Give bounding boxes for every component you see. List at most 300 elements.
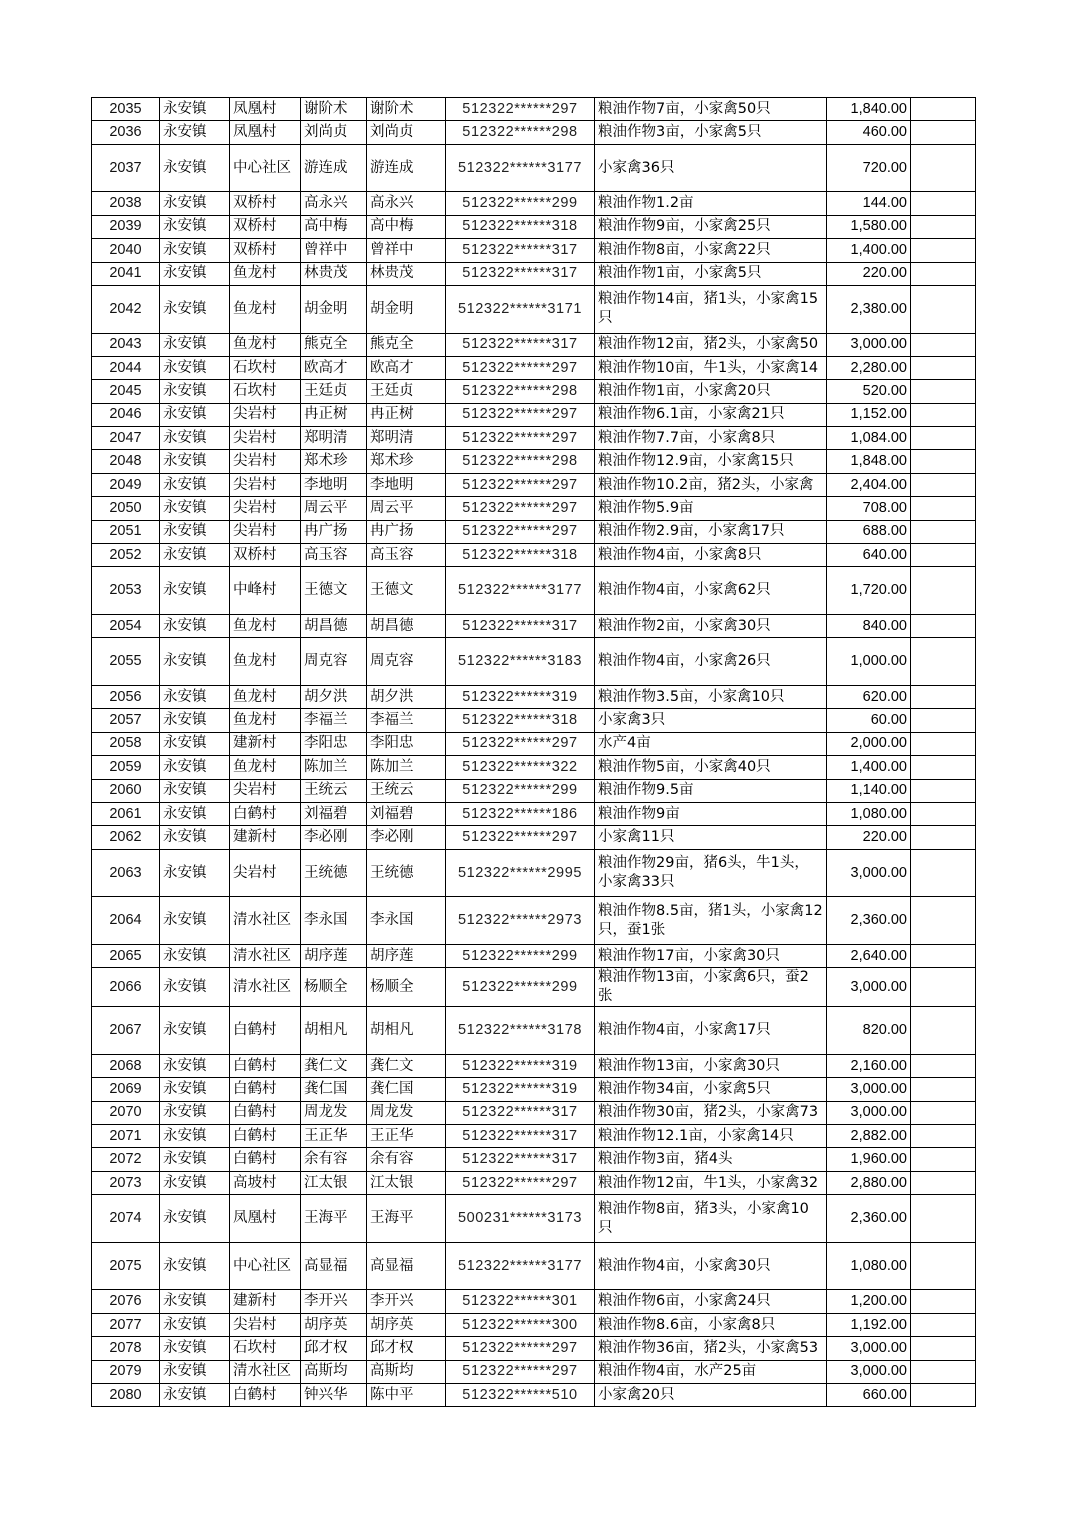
household-name-cell: 冉广扬 xyxy=(301,520,367,543)
id-number-cell: 512322******317 xyxy=(446,1101,595,1124)
village-cell: 中峰村 xyxy=(230,567,301,615)
village-cell: 尖岩村 xyxy=(230,520,301,543)
table-row xyxy=(92,333,976,356)
table-row xyxy=(92,567,976,615)
village-cell: 鱼龙村 xyxy=(230,709,301,732)
payee-name-cell: 王海平 xyxy=(367,1195,446,1243)
payee-name-cell: 周龙发 xyxy=(367,1101,446,1124)
amount-cell: 144.00 xyxy=(827,192,911,215)
remark-cell xyxy=(911,1337,976,1360)
household-name-cell: 胡金明 xyxy=(301,285,367,333)
row-number: 2044 xyxy=(92,356,160,379)
town-cell: 永安镇 xyxy=(160,215,230,238)
row-number: 2041 xyxy=(92,262,160,285)
subsidy-description-cell: 粮油作物10亩，牛1头，小家禽14 xyxy=(595,356,827,379)
town-cell: 永安镇 xyxy=(160,98,230,121)
remark-cell xyxy=(911,520,976,543)
town-cell: 永安镇 xyxy=(160,968,230,1007)
town-cell: 永安镇 xyxy=(160,497,230,520)
amount-cell: 3,000.00 xyxy=(827,1360,911,1383)
town-cell: 永安镇 xyxy=(160,732,230,755)
household-name-cell: 余有容 xyxy=(301,1148,367,1171)
row-number: 2061 xyxy=(92,802,160,825)
subsidy-description-cell: 粮油作物4亩，小家禽8只 xyxy=(595,544,827,567)
table-row xyxy=(92,968,976,1007)
household-name-cell: 冉正树 xyxy=(301,403,367,426)
payee-name-cell: 冉正树 xyxy=(367,403,446,426)
table-row xyxy=(92,1148,976,1171)
remark-cell xyxy=(911,285,976,333)
village-cell: 清水社区 xyxy=(230,897,301,945)
row-number: 2046 xyxy=(92,403,160,426)
subsidy-description-cell: 粮油作物9亩，小家禽25只 xyxy=(595,215,827,238)
subsidy-description-cell: 小家禽11只 xyxy=(595,826,827,849)
id-number-cell: 512322******317 xyxy=(446,262,595,285)
table-row xyxy=(92,215,976,238)
amount-cell: 1,840.00 xyxy=(827,98,911,121)
payee-name-cell: 周克容 xyxy=(367,638,446,686)
village-cell: 白鹤村 xyxy=(230,1384,301,1407)
town-cell: 永安镇 xyxy=(160,333,230,356)
payee-name-cell: 郑明清 xyxy=(367,427,446,450)
amount-cell: 1,400.00 xyxy=(827,756,911,779)
id-number-cell: 512322******298 xyxy=(446,121,595,144)
payee-name-cell: 陈中平 xyxy=(367,1384,446,1407)
town-cell: 永安镇 xyxy=(160,121,230,144)
household-name-cell: 高显福 xyxy=(301,1242,367,1290)
amount-cell: 1,080.00 xyxy=(827,802,911,825)
remark-cell xyxy=(911,192,976,215)
amount-cell: 3,000.00 xyxy=(827,849,911,897)
town-cell: 永安镇 xyxy=(160,285,230,333)
table-row xyxy=(92,709,976,732)
subsidy-description-cell: 粮油作物8亩，猪3头，小家禽10只 xyxy=(595,1195,827,1243)
town-cell: 永安镇 xyxy=(160,849,230,897)
remark-cell xyxy=(911,121,976,144)
amount-cell: 1,152.00 xyxy=(827,403,911,426)
remark-cell xyxy=(911,497,976,520)
payee-name-cell: 曾祥中 xyxy=(367,239,446,262)
id-number-cell: 512322******297 xyxy=(446,1171,595,1194)
row-number: 2069 xyxy=(92,1078,160,1101)
remark-cell xyxy=(911,802,976,825)
payee-name-cell: 王统云 xyxy=(367,779,446,802)
village-cell: 双桥村 xyxy=(230,544,301,567)
amount-cell: 708.00 xyxy=(827,497,911,520)
amount-cell: 220.00 xyxy=(827,826,911,849)
row-number: 2072 xyxy=(92,1148,160,1171)
table-row xyxy=(92,98,976,121)
remark-cell xyxy=(911,756,976,779)
village-cell: 尖岩村 xyxy=(230,779,301,802)
row-number: 2065 xyxy=(92,944,160,967)
amount-cell: 2,640.00 xyxy=(827,944,911,967)
town-cell: 永安镇 xyxy=(160,380,230,403)
table-row xyxy=(92,1171,976,1194)
household-name-cell: 高永兴 xyxy=(301,192,367,215)
village-cell: 白鹤村 xyxy=(230,1054,301,1077)
village-cell: 鱼龙村 xyxy=(230,638,301,686)
amount-cell: 220.00 xyxy=(827,262,911,285)
subsidy-description-cell: 小家禽20只 xyxy=(595,1384,827,1407)
village-cell: 白鹤村 xyxy=(230,802,301,825)
payee-name-cell: 欧高才 xyxy=(367,356,446,379)
id-number-cell: 512322******297 xyxy=(446,732,595,755)
household-name-cell: 胡序英 xyxy=(301,1313,367,1336)
amount-cell: 1,960.00 xyxy=(827,1148,911,1171)
amount-cell: 1,400.00 xyxy=(827,239,911,262)
row-number: 2062 xyxy=(92,826,160,849)
remark-cell xyxy=(911,215,976,238)
amount-cell: 3,000.00 xyxy=(827,1337,911,1360)
amount-cell: 1,848.00 xyxy=(827,450,911,473)
payee-name-cell: 胡序莲 xyxy=(367,944,446,967)
town-cell: 永安镇 xyxy=(160,802,230,825)
row-number: 2037 xyxy=(92,144,160,192)
amount-cell: 1,580.00 xyxy=(827,215,911,238)
table-row xyxy=(92,615,976,638)
remark-cell xyxy=(911,239,976,262)
table-row xyxy=(92,144,976,192)
table-row xyxy=(92,285,976,333)
payee-name-cell: 邱才权 xyxy=(367,1337,446,1360)
subsidy-description-cell: 粮油作物3亩，小家禽5只 xyxy=(595,121,827,144)
remark-cell xyxy=(911,1290,976,1313)
village-cell: 凤凰村 xyxy=(230,98,301,121)
payee-name-cell: 王正华 xyxy=(367,1125,446,1148)
payee-name-cell: 王统德 xyxy=(367,849,446,897)
id-number-cell: 512322******299 xyxy=(446,779,595,802)
id-number-cell: 512322******3177 xyxy=(446,1242,595,1290)
remark-cell xyxy=(911,1360,976,1383)
subsidy-description-cell: 粮油作物1.2亩 xyxy=(595,192,827,215)
remark-cell xyxy=(911,567,976,615)
ledger-body xyxy=(92,98,976,1407)
payee-name-cell: 李开兴 xyxy=(367,1290,446,1313)
remark-cell xyxy=(911,732,976,755)
household-name-cell: 龚仁国 xyxy=(301,1078,367,1101)
town-cell: 永安镇 xyxy=(160,1337,230,1360)
table-row xyxy=(92,849,976,897)
row-number: 2060 xyxy=(92,779,160,802)
row-number: 2079 xyxy=(92,1360,160,1383)
household-name-cell: 郑术珍 xyxy=(301,450,367,473)
payee-name-cell: 李福兰 xyxy=(367,709,446,732)
table-row xyxy=(92,802,976,825)
town-cell: 永安镇 xyxy=(160,192,230,215)
household-name-cell: 李阳忠 xyxy=(301,732,367,755)
payee-name-cell: 杨顺全 xyxy=(367,968,446,1007)
amount-cell: 2,280.00 xyxy=(827,356,911,379)
amount-cell: 2,160.00 xyxy=(827,1054,911,1077)
row-number: 2040 xyxy=(92,239,160,262)
id-number-cell: 512322******3178 xyxy=(446,1007,595,1055)
row-number: 2078 xyxy=(92,1337,160,1360)
amount-cell: 3,000.00 xyxy=(827,968,911,1007)
subsidy-description-cell: 粮油作物4亩，水产25亩 xyxy=(595,1360,827,1383)
town-cell: 永安镇 xyxy=(160,1195,230,1243)
row-number: 2066 xyxy=(92,968,160,1007)
id-number-cell: 512322******298 xyxy=(446,450,595,473)
payee-name-cell: 熊克全 xyxy=(367,333,446,356)
id-number-cell: 512322******301 xyxy=(446,1290,595,1313)
household-name-cell: 李地明 xyxy=(301,473,367,496)
subsidy-description-cell: 粮油作物9.5亩 xyxy=(595,779,827,802)
payee-name-cell: 余有容 xyxy=(367,1148,446,1171)
household-name-cell: 钟兴华 xyxy=(301,1384,367,1407)
village-cell: 鱼龙村 xyxy=(230,285,301,333)
town-cell: 永安镇 xyxy=(160,1101,230,1124)
subsidy-description-cell: 粮油作物3亩，猪4头 xyxy=(595,1148,827,1171)
amount-cell: 688.00 xyxy=(827,520,911,543)
row-number: 2075 xyxy=(92,1242,160,1290)
payee-name-cell: 高斯均 xyxy=(367,1360,446,1383)
household-name-cell: 游连成 xyxy=(301,144,367,192)
village-cell: 建新村 xyxy=(230,732,301,755)
row-number: 2067 xyxy=(92,1007,160,1055)
village-cell: 白鹤村 xyxy=(230,1101,301,1124)
table-row xyxy=(92,1384,976,1407)
town-cell: 永安镇 xyxy=(160,826,230,849)
payee-name-cell: 游连成 xyxy=(367,144,446,192)
remark-cell xyxy=(911,1101,976,1124)
payee-name-cell: 江太银 xyxy=(367,1171,446,1194)
row-number: 2048 xyxy=(92,450,160,473)
amount-cell: 2,882.00 xyxy=(827,1125,911,1148)
household-name-cell: 刘福碧 xyxy=(301,802,367,825)
table-row xyxy=(92,262,976,285)
town-cell: 永安镇 xyxy=(160,756,230,779)
village-cell: 尖岩村 xyxy=(230,473,301,496)
payee-name-cell: 李永国 xyxy=(367,897,446,945)
id-number-cell: 512322******317 xyxy=(446,1148,595,1171)
amount-cell: 2,000.00 xyxy=(827,732,911,755)
amount-cell: 3,000.00 xyxy=(827,333,911,356)
household-name-cell: 王正华 xyxy=(301,1125,367,1148)
row-number: 2053 xyxy=(92,567,160,615)
payee-name-cell: 李阳忠 xyxy=(367,732,446,755)
payee-name-cell: 高玉容 xyxy=(367,544,446,567)
village-cell: 中心社区 xyxy=(230,1242,301,1290)
row-number: 2077 xyxy=(92,1313,160,1336)
table-row xyxy=(92,897,976,945)
remark-cell xyxy=(911,1195,976,1243)
payee-name-cell: 林贵茂 xyxy=(367,262,446,285)
payee-name-cell: 刘尚贞 xyxy=(367,121,446,144)
village-cell: 白鹤村 xyxy=(230,1148,301,1171)
town-cell: 永安镇 xyxy=(160,1313,230,1336)
remark-cell xyxy=(911,638,976,686)
payee-name-cell: 王德文 xyxy=(367,567,446,615)
subsidy-description-cell: 粮油作物8.5亩，猪1头，小家禽12只，蚕1张 xyxy=(595,897,827,945)
household-name-cell: 邱才权 xyxy=(301,1337,367,1360)
town-cell: 永安镇 xyxy=(160,1125,230,1148)
subsidy-ledger-table xyxy=(91,97,976,1407)
village-cell: 尖岩村 xyxy=(230,849,301,897)
town-cell: 永安镇 xyxy=(160,262,230,285)
village-cell: 双桥村 xyxy=(230,192,301,215)
table-row xyxy=(92,1360,976,1383)
household-name-cell: 周克容 xyxy=(301,638,367,686)
subsidy-description-cell: 粮油作物2亩，小家禽30只 xyxy=(595,615,827,638)
payee-name-cell: 李必刚 xyxy=(367,826,446,849)
id-number-cell: 512322******297 xyxy=(446,427,595,450)
row-number: 2039 xyxy=(92,215,160,238)
id-number-cell: 512322******297 xyxy=(446,98,595,121)
subsidy-description-cell: 粮油作物7.7亩，小家禽8只 xyxy=(595,427,827,450)
table-row xyxy=(92,380,976,403)
remark-cell xyxy=(911,1171,976,1194)
subsidy-description-cell: 粮油作物13亩，小家禽6只，蚕2张 xyxy=(595,968,827,1007)
table-row xyxy=(92,732,976,755)
table-row xyxy=(92,1007,976,1055)
payee-name-cell: 胡序英 xyxy=(367,1313,446,1336)
table-row xyxy=(92,1054,976,1077)
row-number: 2068 xyxy=(92,1054,160,1077)
amount-cell: 660.00 xyxy=(827,1384,911,1407)
table-row xyxy=(92,1195,976,1243)
subsidy-description-cell: 小家禽3只 xyxy=(595,709,827,732)
id-number-cell: 512322******318 xyxy=(446,215,595,238)
amount-cell: 1,192.00 xyxy=(827,1313,911,1336)
id-number-cell: 512322******297 xyxy=(446,826,595,849)
id-number-cell: 512322******297 xyxy=(446,1360,595,1383)
town-cell: 永安镇 xyxy=(160,638,230,686)
table-row xyxy=(92,121,976,144)
row-number: 2049 xyxy=(92,473,160,496)
amount-cell: 2,880.00 xyxy=(827,1171,911,1194)
village-cell: 鱼龙村 xyxy=(230,756,301,779)
payee-name-cell: 冉广扬 xyxy=(367,520,446,543)
remark-cell xyxy=(911,333,976,356)
town-cell: 永安镇 xyxy=(160,567,230,615)
table-row xyxy=(92,356,976,379)
village-cell: 尖岩村 xyxy=(230,450,301,473)
household-name-cell: 胡夕洪 xyxy=(301,686,367,709)
town-cell: 永安镇 xyxy=(160,1360,230,1383)
remark-cell xyxy=(911,686,976,709)
row-number: 2036 xyxy=(92,121,160,144)
amount-cell: 1,200.00 xyxy=(827,1290,911,1313)
town-cell: 永安镇 xyxy=(160,944,230,967)
amount-cell: 820.00 xyxy=(827,1007,911,1055)
household-name-cell: 王统德 xyxy=(301,849,367,897)
town-cell: 永安镇 xyxy=(160,1290,230,1313)
household-name-cell: 王统云 xyxy=(301,779,367,802)
remark-cell xyxy=(911,450,976,473)
subsidy-description-cell: 粮油作物6.1亩，小家禽21只 xyxy=(595,403,827,426)
row-number: 2045 xyxy=(92,380,160,403)
table-row xyxy=(92,1337,976,1360)
table-row xyxy=(92,520,976,543)
payee-name-cell: 谢阶术 xyxy=(367,98,446,121)
subsidy-description-cell: 粮油作物5亩，小家禽40只 xyxy=(595,756,827,779)
table-row xyxy=(92,779,976,802)
subsidy-description-cell: 粮油作物1亩，小家禽20只 xyxy=(595,380,827,403)
amount-cell: 720.00 xyxy=(827,144,911,192)
subsidy-description-cell: 粮油作物6亩，小家禽24只 xyxy=(595,1290,827,1313)
subsidy-description-cell: 粮油作物12亩，牛1头，小家禽32 xyxy=(595,1171,827,1194)
id-number-cell: 512322******3177 xyxy=(446,567,595,615)
row-number: 2035 xyxy=(92,98,160,121)
remark-cell xyxy=(911,144,976,192)
household-name-cell: 江太银 xyxy=(301,1171,367,1194)
household-name-cell: 李永国 xyxy=(301,897,367,945)
id-number-cell: 512322******317 xyxy=(446,615,595,638)
village-cell: 清水社区 xyxy=(230,944,301,967)
table-row xyxy=(92,638,976,686)
id-number-cell: 512322******510 xyxy=(446,1384,595,1407)
subsidy-description-cell: 粮油作物12亩，猪2头，小家禽50 xyxy=(595,333,827,356)
town-cell: 永安镇 xyxy=(160,1242,230,1290)
village-cell: 双桥村 xyxy=(230,215,301,238)
household-name-cell: 高中梅 xyxy=(301,215,367,238)
subsidy-description-cell: 粮油作物5.9亩 xyxy=(595,497,827,520)
payee-name-cell: 李地明 xyxy=(367,473,446,496)
town-cell: 永安镇 xyxy=(160,427,230,450)
village-cell: 石坎村 xyxy=(230,380,301,403)
town-cell: 永安镇 xyxy=(160,1171,230,1194)
remark-cell xyxy=(911,356,976,379)
id-number-cell: 512322******299 xyxy=(446,968,595,1007)
town-cell: 永安镇 xyxy=(160,709,230,732)
id-number-cell: 512322******297 xyxy=(446,403,595,426)
village-cell: 石坎村 xyxy=(230,356,301,379)
amount-cell: 3,000.00 xyxy=(827,1101,911,1124)
row-number: 2059 xyxy=(92,756,160,779)
household-name-cell: 龚仁文 xyxy=(301,1054,367,1077)
remark-cell xyxy=(911,1007,976,1055)
row-number: 2063 xyxy=(92,849,160,897)
id-number-cell: 512322******300 xyxy=(446,1313,595,1336)
household-name-cell: 李开兴 xyxy=(301,1290,367,1313)
id-number-cell: 512322******297 xyxy=(446,356,595,379)
amount-cell: 1,080.00 xyxy=(827,1242,911,1290)
remark-cell xyxy=(911,1148,976,1171)
village-cell: 凤凰村 xyxy=(230,1195,301,1243)
table-row xyxy=(92,192,976,215)
row-number: 2042 xyxy=(92,285,160,333)
id-number-cell: 512322******297 xyxy=(446,520,595,543)
town-cell: 永安镇 xyxy=(160,1148,230,1171)
town-cell: 永安镇 xyxy=(160,450,230,473)
amount-cell: 640.00 xyxy=(827,544,911,567)
table-row xyxy=(92,450,976,473)
town-cell: 永安镇 xyxy=(160,1078,230,1101)
town-cell: 永安镇 xyxy=(160,520,230,543)
table-row xyxy=(92,1101,976,1124)
household-name-cell: 王德文 xyxy=(301,567,367,615)
household-name-cell: 高斯均 xyxy=(301,1360,367,1383)
id-number-cell: 512322******297 xyxy=(446,497,595,520)
subsidy-description-cell: 粮油作物8.6亩，小家禽8只 xyxy=(595,1313,827,1336)
household-name-cell: 高玉容 xyxy=(301,544,367,567)
remark-cell xyxy=(911,1125,976,1148)
village-cell: 清水社区 xyxy=(230,968,301,1007)
household-name-cell: 王海平 xyxy=(301,1195,367,1243)
village-cell: 尖岩村 xyxy=(230,427,301,450)
row-number: 2071 xyxy=(92,1125,160,1148)
payee-name-cell: 王廷贞 xyxy=(367,380,446,403)
id-number-cell: 512322******299 xyxy=(446,944,595,967)
payee-name-cell: 胡相凡 xyxy=(367,1007,446,1055)
payee-name-cell: 胡夕洪 xyxy=(367,686,446,709)
id-number-cell: 512322******3177 xyxy=(446,144,595,192)
id-number-cell: 512322******317 xyxy=(446,333,595,356)
remark-cell xyxy=(911,615,976,638)
id-number-cell: 512322******2973 xyxy=(446,897,595,945)
remark-cell xyxy=(911,779,976,802)
